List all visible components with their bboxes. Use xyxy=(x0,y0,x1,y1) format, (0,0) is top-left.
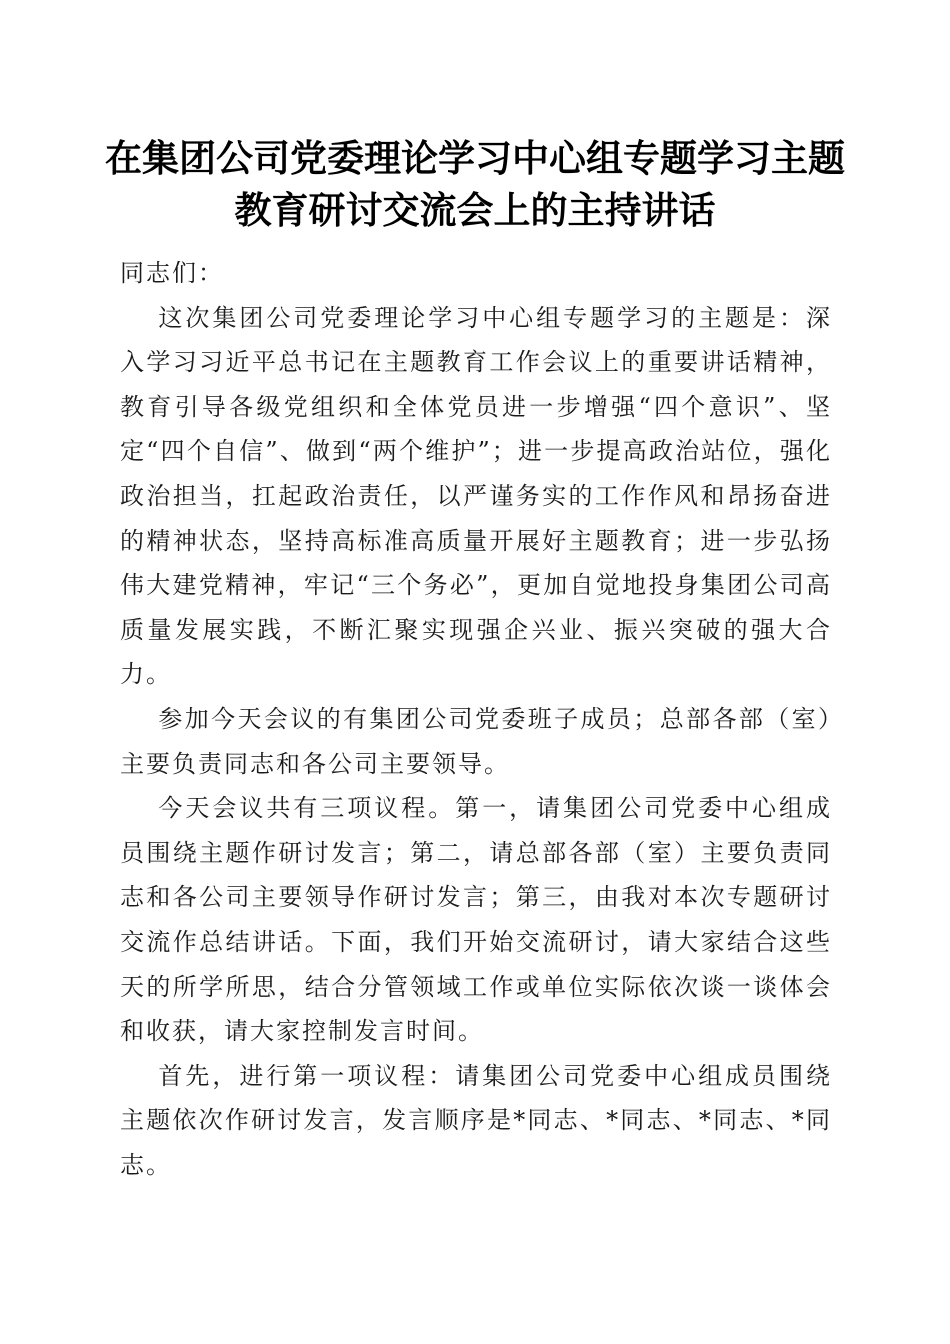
document-title xyxy=(100,132,850,236)
document-body xyxy=(120,251,832,1187)
paragraph-agenda: 今天会议共有三项议程。第一，请集团公司党委中心组成员围绕主题作研讨发言；第二，请总部各部（室）主要负责同志和各公司主要领导作研讨发言；第三，由我对本次专题研讨交流作总结讲话。下面，我们开始交流研讨，请大家结合这些天的所学所思，结合分管领域工作或单位实际依次谈一谈体会和收获，请大家控制发言时间。 xyxy=(120,794,832,1046)
title-line-2: 教育研讨交流会上的主持讲话 xyxy=(234,188,716,232)
salutation: 同志们： xyxy=(120,259,224,287)
title-line-1: 在集团公司党委理论学习中心组专题学习主题 xyxy=(105,136,845,180)
paragraph-attendees: 参加今天会议的有集团公司党委班子成员；总部各部（室）主要负责同志和各公司主要领导。 xyxy=(120,704,832,778)
paragraph-first-item: 首先，进行第一项议程：请集团公司党委中心组成员围绕主题依次作研讨发言，发言顺序是*同志、*同志、*同志、*同志。 xyxy=(120,1061,832,1179)
paragraph-theme: 这次集团公司党委理论学习中心组专题学习的主题是：深入学习习近平总书记在主题教育工作会议上的重要讲话精神，教育引导各级党组织和全体党员进一步增强“四个意识”、坚定“四个自信”、做到“两个维护”；进一步提高政治站位，强化政治担当，扛起政治责任，以严谨务实的工作作风和昂扬奋进的精神状态，坚持高标准高质量开展好主题教育；进一步弘扬伟大建党精神，牢记“三个务必”，更加自觉地投身集团公司高质量发展实践，不断汇聚实现强企兴业、振兴突破的强大合力。 xyxy=(120,303,832,689)
